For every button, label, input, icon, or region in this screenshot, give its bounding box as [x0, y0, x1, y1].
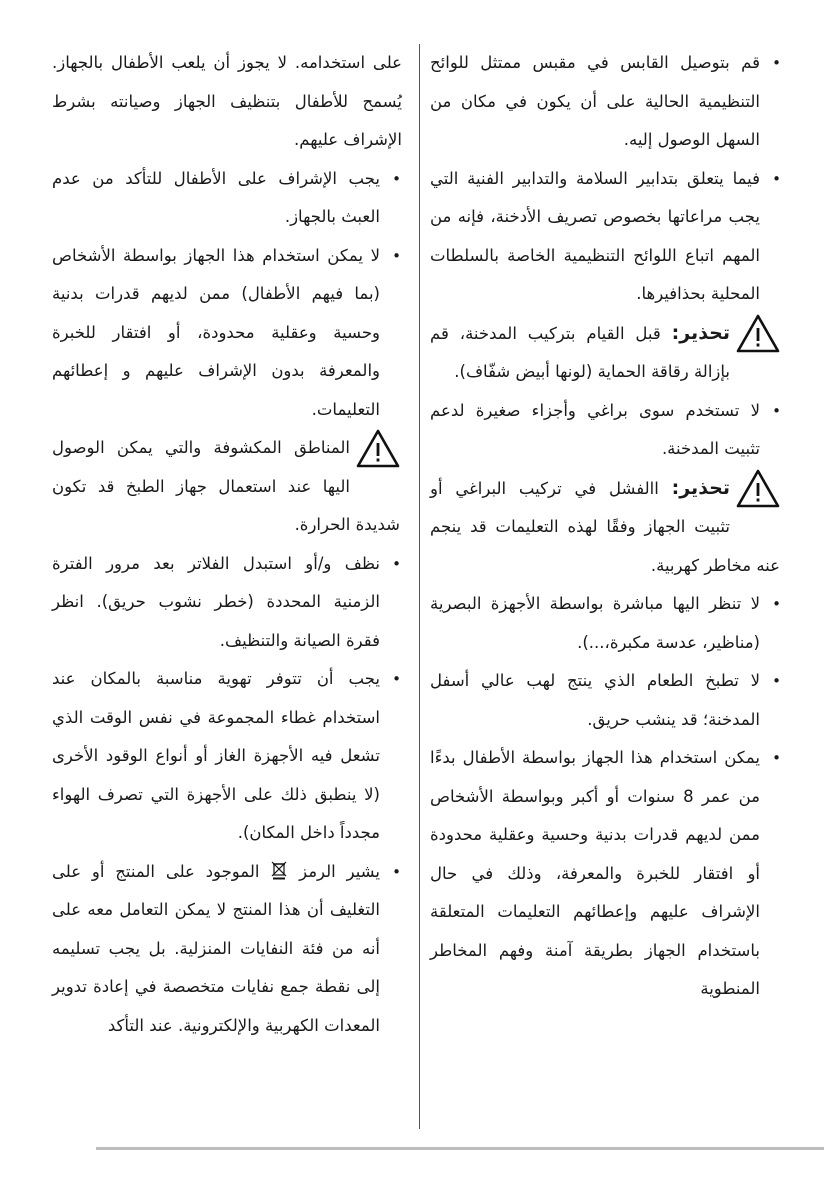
- bullet-screws: • لا تستخدم سوى براغي وأجزاء صغيرة لدعم تثبيت المدخنة.: [430, 392, 782, 469]
- left-column: [52, 44, 402, 1045]
- bullet-supervise-children: • يجب الإشراف على الأطفال للتأكد من عدم العبث بالجهاز.: [52, 160, 402, 237]
- bullet-filters: • نظف و/أو استبدل الفلاتر بعد مرور الفترة الزمنية المحددة (خطر نشوب حريق). انظر فقرة الصيانة والتنظيف.: [52, 545, 402, 661]
- bullet-high-flame: • لا تطبخ الطعام الذي ينتج لهب عالي أسفل المدخنة؛ قد ينشب حريق.: [430, 662, 782, 739]
- bullet-ventilation: • يجب أن تتوفر تهوية مناسبة بالمكان عند استخدام غطاء المجموعة في نفس الوقت الذي تشعل فيه الأجهزة الغاز أو أنواع الوقود الأخرى (لا ينطبق ذلك على الأجهزة التي تصرف الهواء مجدداً داخل المكان).: [52, 660, 402, 853]
- warning-hot-surfaces: [52, 429, 402, 545]
- bullet-children-usage: • يمكن استخدام هذا الجهاز بواسطة الأطفال بدءًا من عمر 8 سنوات أو أكبر وبواسطة الأشخاص ممن لديهم قدرات بدنية وحسية وعقلية محدودة أو افتقار للخبرة والمعرفة، وذلك في حال الإشراف عليهم وإعطائهم التعليمات المتعلقة باستخدام الجهاز بطريقة آمنة وفهم المخاطر المنطوية: [430, 739, 782, 1009]
- warning-label: تحذير:: [671, 321, 730, 344]
- bullet-reduced-capabilities: • لا يمكن استخدام هذا الجهاز بواسطة الأشخاص (بما فيهم الأطفال) ممن لديهم قدرات بدنية وحسية وعقلية محدودة، أو افتقار للخبرة والمعرفة بدون الإشراف عليهم و إعطائهم التعليمات.: [52, 237, 402, 430]
- right-column: [430, 44, 782, 1009]
- warning-screws-install: [430, 469, 782, 586]
- column-divider: [419, 44, 420, 1129]
- bullet-optical-devices: • لا تنظر اليها مباشرة بواسطة الأجهزة البصرية (مناظير، عدسة مكبرة،...).: [430, 585, 782, 662]
- footer-rule: [96, 1147, 824, 1150]
- warning-text: قبل القيام بتركيب المدخنة، قم بإزالة رقاقة الحماية (لونها أبيض شفّاف).: [430, 323, 730, 381]
- warning-text: المناطق المكشوفة والتي يمكن الوصول اليها عند استعمال جهاز الطبخ قد تكون شديدة الحرارة.: [52, 438, 400, 534]
- warning-label: تحذير:: [671, 476, 730, 499]
- warning-protective-film: [430, 314, 782, 392]
- bullet-weee-disposal: [52, 853, 402, 1046]
- warning-triangle-icon: [736, 314, 780, 354]
- warning-triangle-icon: [356, 429, 400, 469]
- crossed-out-bin-icon: [270, 860, 288, 880]
- weee-text-before: يشير الرمز: [299, 861, 380, 881]
- bullet-fume-regulations: • فيما يتعلق بتدابير السلامة والتدابير الفنية التي يجب مراعاتها بخصوص تصريف الأدخنة، فإنه من المهم اتباع اللوائح التنظيمية الخاصة بالسلطات المحلية بحذافيرها.: [430, 160, 782, 314]
- warning-text: االفشل في تركيب البراغي أو تثبيت الجهاز وفقًا لهذه التعليمات قد ينجم عنه مخاطر كهربية.: [430, 478, 780, 575]
- warning-triangle-icon: [736, 469, 780, 509]
- continued-text: على استخدامه. لا يجوز أن يلعب الأطفال بالجهاز. يُسمح للأطفال بتنظيف الجهاز وصيانته بشرط الإشراف عليهم.: [52, 53, 402, 149]
- weee-text-after: الموجود على المنتج أو على التغليف أن هذا المنتج لا يمكن التعامل معه على أنه من فئة النفايات المنزلية. بل يجب تسليمه إلى نقطة جمع نفايات متخصصة في إعادة تدوير المعدات الكهربية والإلكترونية. عند التأكد: [52, 861, 380, 1035]
- bullet-plug-socket: • قم بتوصيل القابس في مقبس ممتثل للوائح التنظيمية الحالية على أن يكون في مكان من السهل الوصول إليه.: [430, 44, 782, 160]
